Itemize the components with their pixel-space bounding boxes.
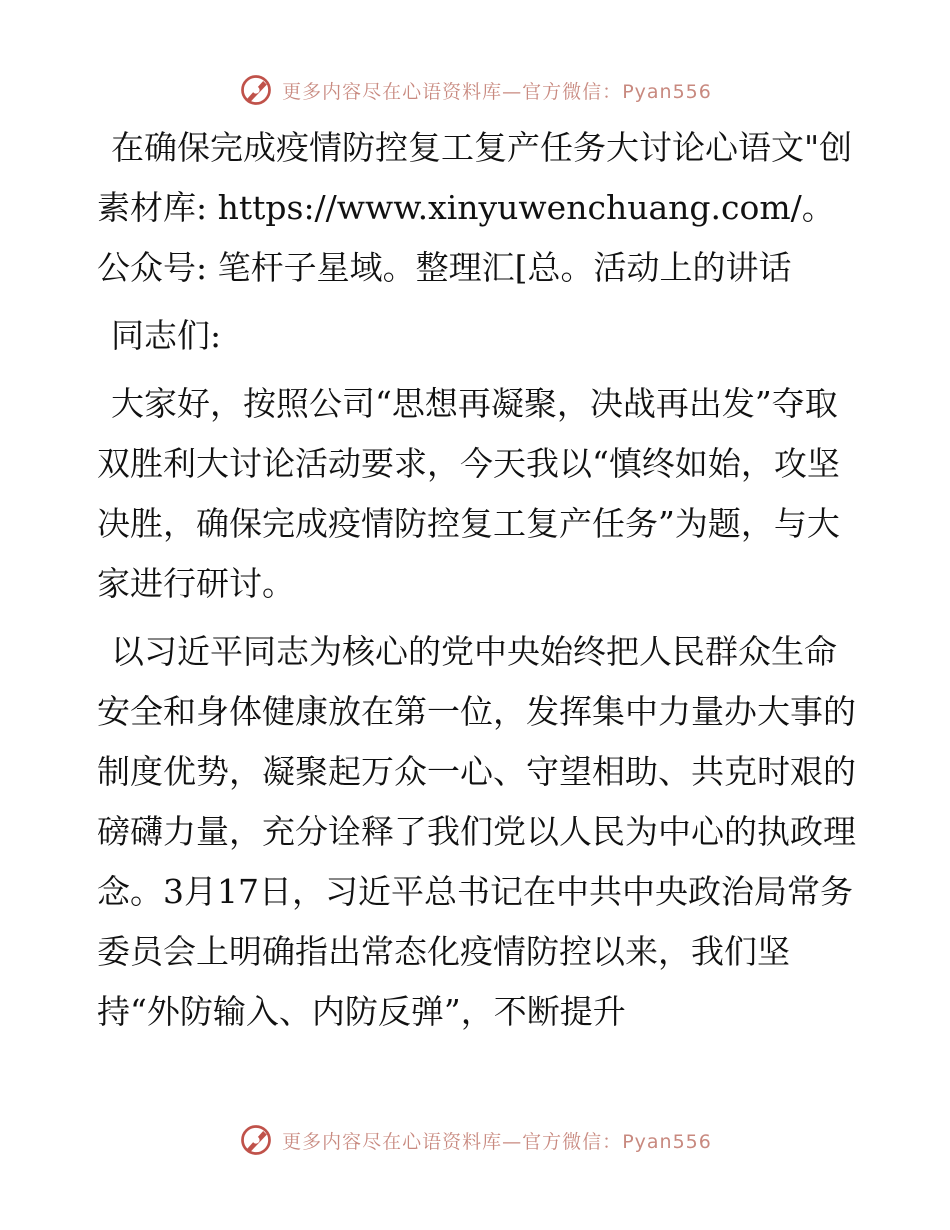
document-title: 在确保完成疫情防控复工复产任务大讨论心语文"创素材库: https://www.xinyuwenchuang.com/。公众号: 笔杆子星域。整理汇[总。活动上的讲话 <box>97 128 853 287</box>
banner-text: 更多内容尽在心语资料库—官方微信：Pyan556 <box>282 1130 712 1153</box>
greeting: 同志们: <box>111 316 222 355</box>
footer-watermark-banner <box>0 1118 950 1162</box>
header-watermark-banner <box>0 68 950 112</box>
banner-text: 更多内容尽在心语资料库—官方微信：Pyan556 <box>282 80 712 103</box>
document-body <box>97 118 857 1050</box>
pen-logo-icon <box>238 72 274 108</box>
paragraph-1: 大家好，按照公司“思想再凝聚，决战再出发”夺取双胜利大讨论活动要求，今天我以“慎终如始，攻坚决胜，确保完成疫情防控复工复产任务”为题，与大家进行研讨。 <box>97 384 840 603</box>
pen-logo-icon <box>238 1122 274 1158</box>
paragraph-2: 以习近平同志为核心的党中央始终把人民群众生命安全和身体健康放在第一位，发挥集中力量办大事的制度优势，凝聚起万众一心、守望相助、共克时艰的磅礴力量，充分诠释了我们党以人民为中心的执政理念。3月17日，习近平总书记在中共中央政治局常务委员会上明确指出常态化疫情防控以来，我们坚持“外防输入、内防反弹”，不断提升 <box>97 632 856 1031</box>
